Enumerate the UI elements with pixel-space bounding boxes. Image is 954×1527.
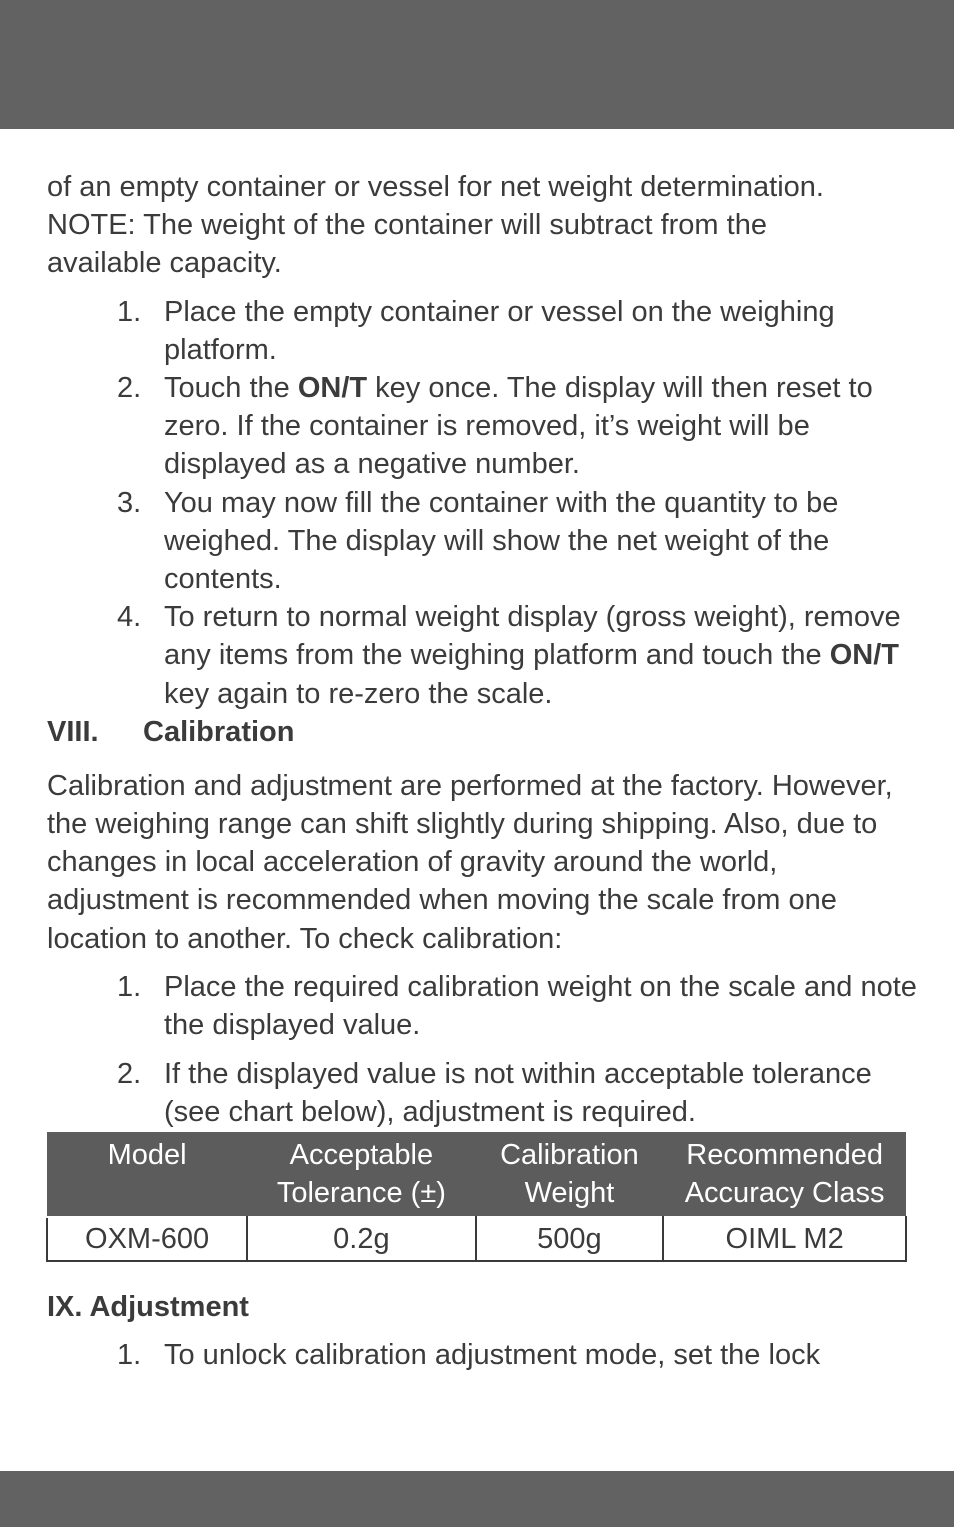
table-cell-model: OXM-600 bbox=[47, 1217, 247, 1261]
section-heading-calibration bbox=[47, 713, 917, 751]
key-name: ON/T bbox=[829, 639, 900, 672]
list-text: If the displayed value is not within acceptable tolerance (see chart below), adjustment is required. bbox=[164, 1058, 872, 1129]
list-item bbox=[47, 369, 917, 484]
list-number: 1. bbox=[117, 295, 142, 328]
list-text: You may now fill the container with the quantity to be weighed. The display will show the net weight of the contents. bbox=[164, 486, 839, 596]
list-text bbox=[164, 372, 873, 480]
list-text-part: key once. The display will then reset to zero. If the container is removed, it’s weight will be displayed as a negative number. bbox=[164, 372, 873, 481]
list-number: 3. bbox=[117, 486, 142, 519]
header-line: Weight bbox=[524, 1176, 615, 1209]
table-cell-weight: 500g bbox=[476, 1217, 664, 1261]
key-name: ON/T bbox=[297, 372, 368, 405]
calibration-paragraph: Calibration and adjustment are performed at the factory. However, the weighing range can shift slightly during shipping. Also, due to changes in local acceleration of gravity around the world, adjustment is recommended when moving the scale from one location to another. To check calibration: bbox=[47, 769, 893, 955]
list-item bbox=[47, 1055, 917, 1131]
header-line: Tolerance (±) bbox=[276, 1176, 446, 1209]
intro-line-3: available capacity. bbox=[47, 247, 282, 280]
header-line: Acceptable bbox=[289, 1138, 434, 1171]
intro-line-2: NOTE: The weight of the container will subtract from the bbox=[47, 209, 767, 242]
list-item bbox=[47, 598, 917, 713]
adjustment-steps-list bbox=[47, 1336, 917, 1374]
intro-paragraph bbox=[47, 168, 917, 283]
list-item bbox=[47, 484, 917, 599]
list-item bbox=[47, 968, 917, 1044]
list-text-part: To return to normal weight display (gross weight), remove any items from the weighing platform and touch the bbox=[164, 601, 901, 672]
bottom-bar bbox=[0, 1471, 954, 1527]
list-text: Place the empty container or vessel on the weighing platform. bbox=[164, 295, 835, 366]
list-item bbox=[47, 293, 917, 369]
column-header-model bbox=[47, 1132, 247, 1217]
section-title: Calibration bbox=[143, 715, 295, 748]
list-text-part: key again to re-zero the scale. bbox=[164, 677, 553, 710]
section-number: VIII. bbox=[47, 715, 99, 748]
document-content bbox=[47, 168, 917, 1374]
header-line: Model bbox=[107, 1138, 187, 1171]
calibration-steps-list bbox=[47, 968, 917, 1132]
column-header-tolerance bbox=[247, 1132, 475, 1217]
tolerance-table bbox=[46, 1132, 907, 1262]
intro-line-1: of an empty container or vessel for net weight determination. bbox=[47, 171, 824, 203]
list-text: Place the required calibration weight on the scale and note the displayed value. bbox=[164, 970, 917, 1042]
table-header-row bbox=[47, 1132, 906, 1217]
table-cell-tolerance: 0.2g bbox=[247, 1217, 475, 1261]
header-line: Accuracy Class bbox=[684, 1176, 885, 1209]
list-number: 1. bbox=[117, 970, 142, 1003]
header-line: Recommended bbox=[686, 1138, 883, 1171]
tare-steps-list bbox=[47, 293, 917, 713]
list-number: 1. bbox=[117, 1338, 142, 1371]
top-bar bbox=[0, 0, 954, 129]
list-text bbox=[164, 601, 901, 709]
header-line: Calibration bbox=[500, 1138, 639, 1171]
column-header-accuracy bbox=[663, 1132, 906, 1217]
table-row bbox=[47, 1217, 906, 1261]
table-cell-accuracy: OIML M2 bbox=[663, 1217, 906, 1261]
list-number: 2. bbox=[117, 372, 142, 405]
list-number: 2. bbox=[117, 1058, 142, 1091]
column-header-weight bbox=[476, 1132, 664, 1217]
list-number: 4. bbox=[117, 601, 142, 634]
list-text-part: Touch the bbox=[164, 372, 298, 405]
list-item bbox=[47, 1336, 917, 1374]
list-text: To unlock calibration adjustment mode, set the lock bbox=[164, 1338, 821, 1371]
section-heading-adjustment: IX. Adjustment bbox=[47, 1290, 249, 1323]
